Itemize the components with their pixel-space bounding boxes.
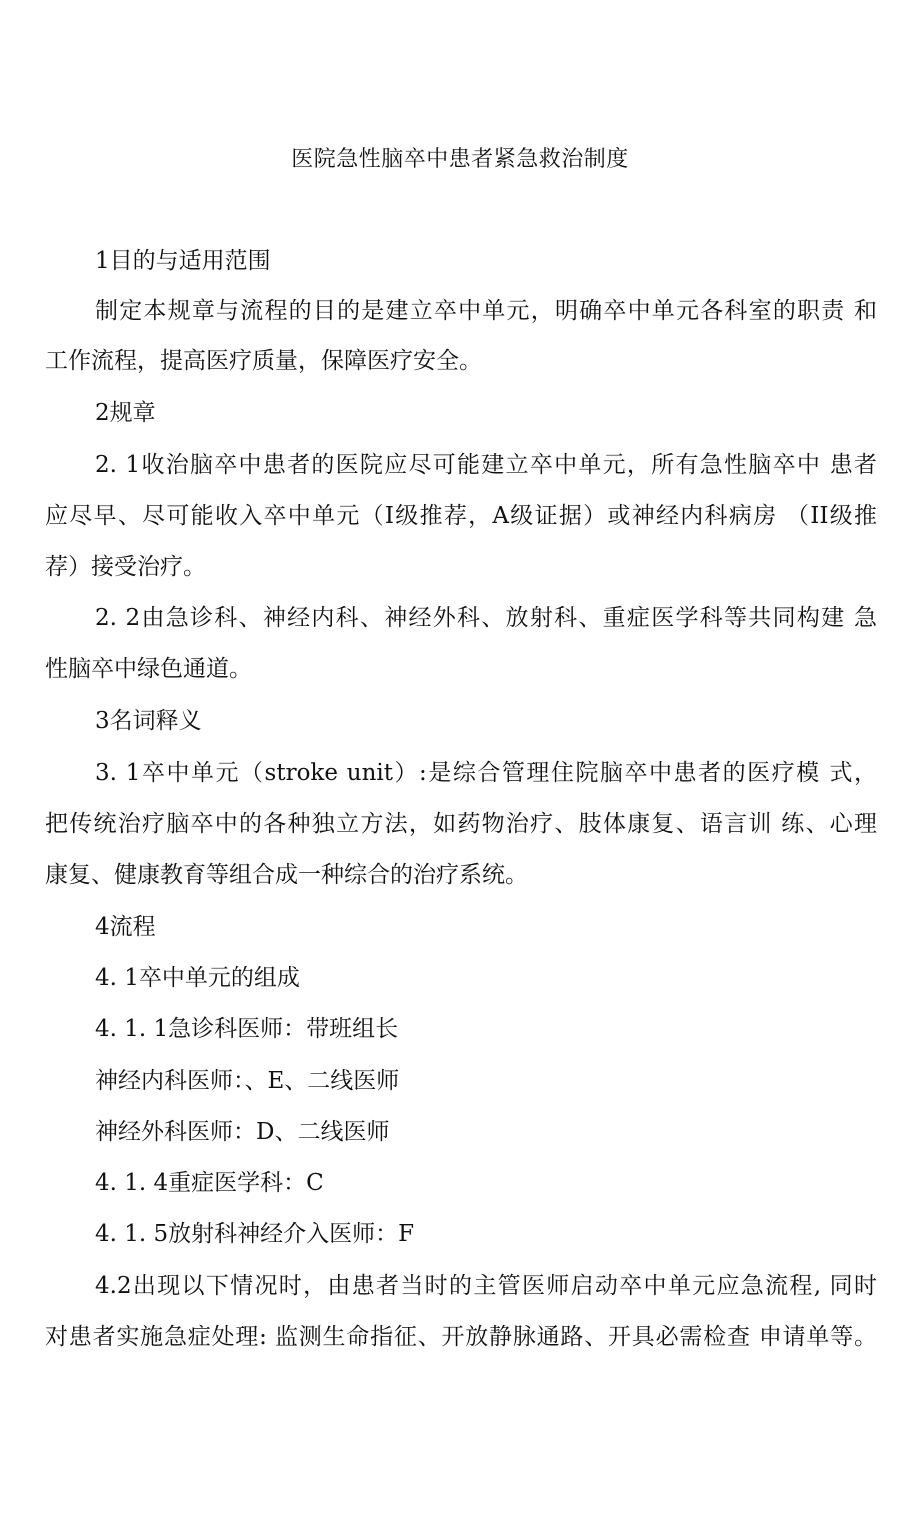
list-item: 神经外科医师：D、二线医师 [95,1119,390,1145]
list-item: 4. 1卒中单元的组成 [95,965,300,991]
paragraph-line: 4.2出现以下情况时，由患者当时的主管医师启动卒中单元应急流程, 同时 [95,1273,877,1299]
list-item: 4. 1. 5放射科神经介入医师：F [95,1221,415,1247]
paragraph-line: 性脑卒中绿色通道。 [45,656,252,682]
paragraph-line: 荐）接受治疗。 [45,554,206,580]
section-heading-3: 3名词释义 [95,708,202,734]
paragraph-line: 2. 2由急诊科、神经内科、神经外科、放射科、重症医学科等共同构建 急 [95,605,877,631]
paragraph-line: 把传统治疗脑卒中的各种独立方法，如药物治疗、肢体康复、语言训 练、心理 [45,811,877,837]
paragraph-line: 2. 1收治脑卒中患者的医院应尽可能建立卒中单元，所有急性脑卒中 患者 [95,452,877,478]
paragraph-line: 康复、健康教育等组合成一种综合的治疗系统。 [45,862,528,888]
document-title: 医院急性脑卒中患者紧急救治制度 [291,147,629,172]
paragraph-line: 对患者实施急症处理: 监测生命指征、开放静脉通路、开具必需检查 申请单等。 [45,1324,877,1350]
list-item: 4. 1. 1急诊科医师：带班组长 [95,1016,399,1042]
paragraph-line: 制定本规章与流程的目的是建立卒中单元，明确卒中单元各科室的职责 和 [95,298,877,324]
paragraph-line: 工作流程，提高医疗质量，保障医疗安全。 [45,348,482,374]
list-item: 4. 1. 4重症医学科：C [95,1170,324,1196]
paragraph-line: 应尽早、尽可能收入卒中单元（I级推荐，A级证据）或神经内科病房 （II级推 [45,503,877,529]
paragraph-line: 3. 1卒中单元（stroke unit）:是综合管理住院脑卒中患者的医疗模 式， [95,760,877,786]
section-heading-4: 4流程 [95,914,156,940]
list-item: 神经内科医师：、E、二线医师 [95,1068,400,1094]
section-heading-1: 1目的与适用范围 [95,248,271,274]
section-heading-2: 2规章 [95,400,156,426]
